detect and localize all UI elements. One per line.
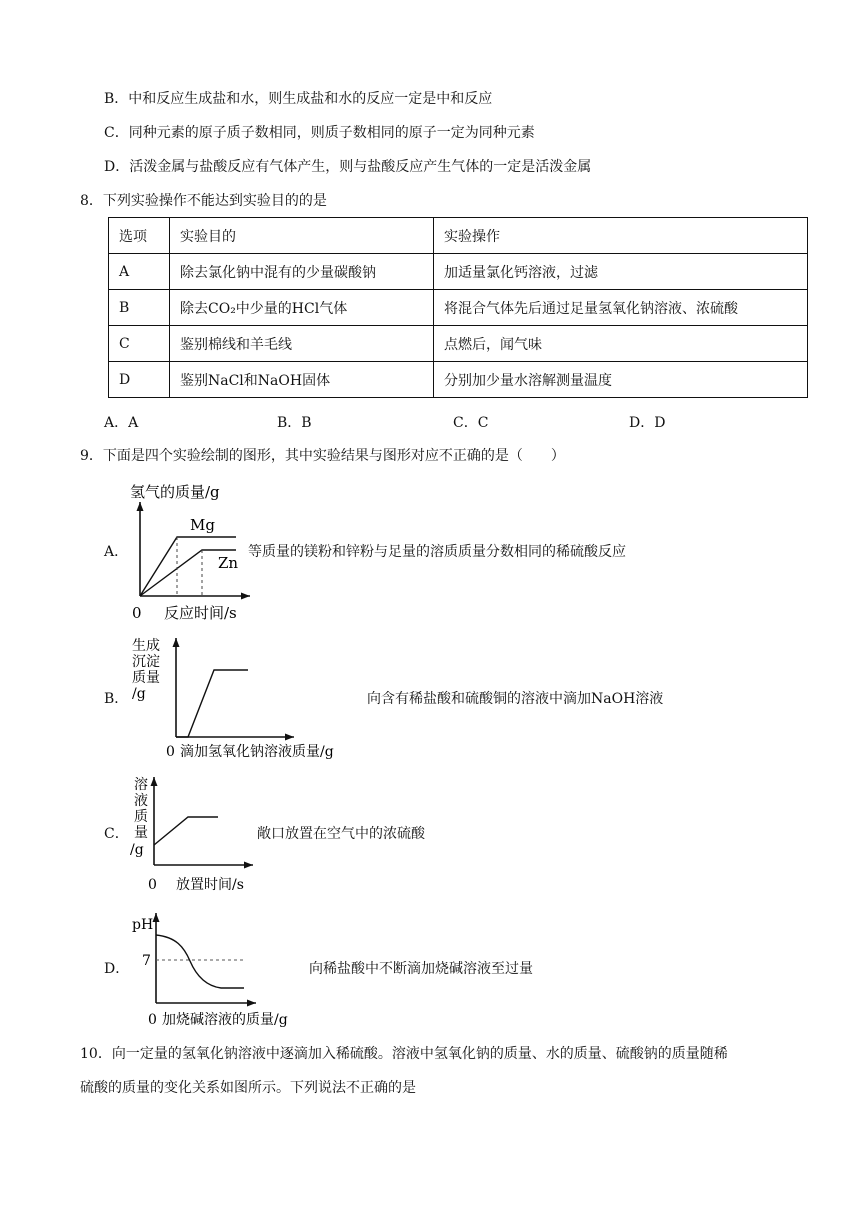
graph-d-ylabel: pH — [132, 917, 154, 933]
table-cell: 除去CO₂中少量的HCl气体 — [170, 290, 434, 326]
table-row — [109, 362, 808, 398]
q9-option-d-desc: 向稀盐酸中不断滴加烧碱溶液至过量 — [309, 961, 533, 977]
q7-option-b: B．中和反应生成盐和水，则生成盐和水的反应一定是中和反应 — [104, 91, 493, 107]
table-cell: 加适量氯化钙溶液，过滤 — [434, 254, 808, 290]
graph-b-ylabel-line: 质量 — [132, 670, 160, 686]
q8-stem: 8．下列实验操作不能达到实验目的的是 — [80, 193, 327, 209]
table-cell: C — [109, 326, 170, 362]
x-axis-arrow — [247, 1000, 256, 1007]
graph-c-ylabel-line: /g — [130, 842, 144, 858]
precipitate-curve — [176, 670, 248, 737]
y-axis-arrow — [151, 777, 158, 786]
table-cell: 分别加少量水溶解测量温度 — [434, 362, 808, 398]
q8-table — [108, 217, 808, 398]
table-cell: 除去氯化钠中混有的少量碳酸钠 — [170, 254, 434, 290]
origin-label: 0 — [132, 604, 142, 622]
origin-label: 0 — [148, 877, 157, 893]
q8-choice-a[interactable]: A．A — [104, 415, 139, 431]
q9-stem: 9．下面是四个实验绘制的图形，其中实验结果与图形对应不正确的是（ ） — [80, 448, 565, 464]
q9-graph-b — [126, 632, 366, 762]
mg-label: Mg — [190, 516, 215, 534]
graph-c-ylabel-line: 质 — [134, 809, 148, 825]
q8-choice-c[interactable]: C．C — [453, 415, 489, 431]
table-cell: 鉴别NaCl和NaOH固体 — [170, 362, 434, 398]
q9-option-a-label[interactable]: A． — [104, 544, 129, 560]
graph-b-ylabel-line: 沉淀 — [132, 654, 160, 670]
table-row — [109, 254, 808, 290]
q7-option-d: D．活泼金属与盐酸反应有气体产生，则与盐酸反应产生气体的一定是活泼金属 — [104, 159, 592, 175]
q10-stem-line-1: 10．向一定量的氢氧化钠溶液中逐滴加入稀硫酸。溶液中氢氧化钠的质量、水的质量、硫酸钠的质量随稀 — [80, 1046, 728, 1062]
y-axis-arrow — [153, 913, 160, 922]
q8-choice-b[interactable]: B．B — [277, 415, 312, 431]
x-axis-arrow — [244, 862, 253, 869]
table-header-cell: 实验操作 — [434, 218, 808, 254]
q8-choice-d[interactable]: D．D — [629, 415, 666, 431]
origin-label: 0 — [148, 1012, 157, 1028]
y-axis-arrow — [137, 502, 144, 511]
solution-mass-curve — [154, 817, 218, 845]
table-row — [109, 290, 808, 326]
graph-b-ylabel-line: 生成 — [132, 638, 160, 654]
graph-a-xlabel: 反应时间/s — [164, 604, 237, 622]
graph-b-ylabel-line: /g — [132, 686, 146, 702]
ph-7-tick: 7 — [142, 953, 151, 969]
table-cell: 点燃后，闻气味 — [434, 326, 808, 362]
q9-option-b-desc: 向含有稀盐酸和硫酸铜的溶液中滴加NaOH溶液 — [367, 691, 664, 707]
table-cell: 鉴别棉线和羊毛线 — [170, 326, 434, 362]
graph-c-ylabel-line: 量 — [134, 825, 148, 841]
table-header-cell: 实验目的 — [170, 218, 434, 254]
graph-c-ylabel-line: 溶 — [134, 777, 148, 793]
table-header-row — [109, 218, 808, 254]
graph-c-ylabel-line: 液 — [134, 793, 148, 809]
q10-stem-line-2: 硫酸的质量的变化关系如图所示。下列说法不正确的是 — [80, 1080, 416, 1096]
q9-option-d-label[interactable]: D． — [104, 961, 130, 977]
graph-c-xlabel: 放置时间/s — [176, 877, 244, 893]
q7-option-c: C．同种元素的原子质子数相同，则质子数相同的原子一定为同种元素 — [104, 125, 535, 141]
q9-graph-d — [126, 909, 316, 1031]
origin-label: 0 — [166, 744, 175, 760]
y-axis-arrow — [173, 638, 180, 647]
q9-graph-a — [118, 476, 253, 626]
q9-option-a-desc: 等质量的镁粉和锌粉与足量的溶质质量分数相同的稀硫酸反应 — [248, 544, 626, 560]
zn-label: Zn — [218, 554, 239, 572]
q9-option-c-label[interactable]: C． — [104, 826, 129, 842]
table-row — [109, 326, 808, 362]
graph-b-xlabel: 滴加氢氧化钠溶液质量/g — [180, 744, 334, 760]
x-axis-arrow — [241, 593, 250, 600]
table-cell: D — [109, 362, 170, 398]
q9-graph-c — [126, 773, 266, 895]
x-axis-arrow — [285, 734, 294, 741]
q9-option-b-label[interactable]: B． — [104, 691, 129, 707]
q9-option-c-desc: 敞口放置在空气中的浓硫酸 — [257, 826, 425, 842]
table-header-cell: 选项 — [109, 218, 170, 254]
ph-curve — [156, 935, 244, 988]
graph-a-ylabel: 氢气的质量/g — [130, 483, 220, 501]
table-cell: B — [109, 290, 170, 326]
table-cell: 将混合气体先后通过足量氢氧化钠溶液、浓硫酸 — [434, 290, 808, 326]
graph-d-xlabel: 加烧碱溶液的质量/g — [162, 1012, 288, 1028]
table-cell: A — [109, 254, 170, 290]
